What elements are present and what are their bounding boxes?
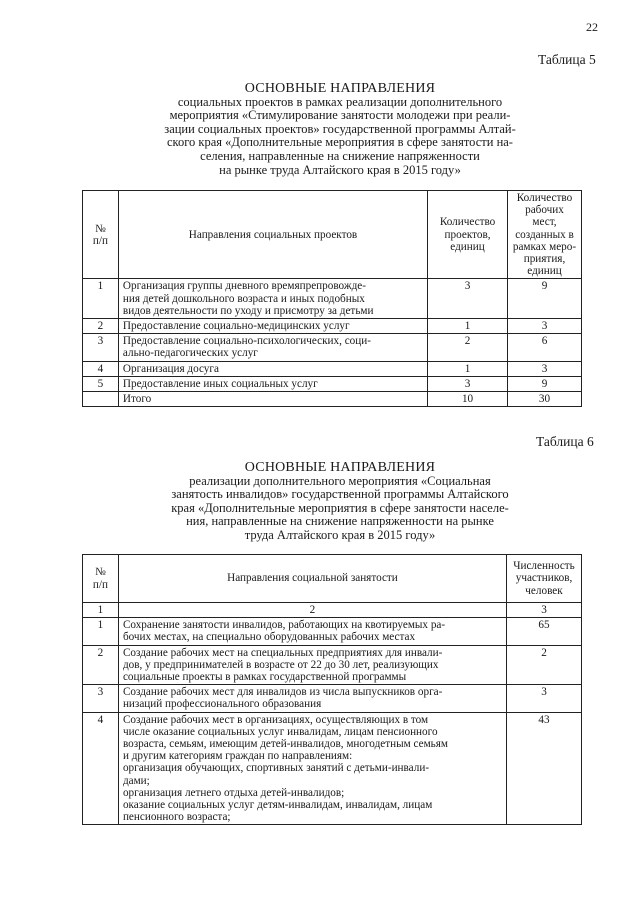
table5-caption: Таблица 5 bbox=[538, 52, 596, 67]
table6 bbox=[82, 554, 582, 825]
row-text: Организация группы дневного времяпрепровожде- ния детей дошкольного возраста и иных подобных видов деятельности по уходу и присмотру за детьми bbox=[118, 279, 427, 319]
table6-subtitle-line: реализации дополнительного мероприятия «Социальная bbox=[189, 473, 491, 488]
row-projects: 2 bbox=[428, 334, 508, 361]
table-row bbox=[83, 645, 582, 685]
row-participants: 2 bbox=[507, 645, 582, 685]
row-projects: 10 bbox=[428, 392, 508, 407]
table6-subtitle-line: занятость инвалидов» государственной программы Алтайского bbox=[171, 487, 509, 502]
table6-index-row bbox=[83, 603, 582, 618]
row-text: Организация досуга bbox=[118, 361, 427, 376]
row-text: Создание рабочих мест для инвалидов из числа выпускников орга- низаций профессионального образования bbox=[118, 685, 506, 712]
table-row bbox=[83, 319, 582, 334]
table6-heading bbox=[90, 461, 590, 543]
table6-title: ОСНОВНЫЕ НАПРАВЛЕНИЯ bbox=[244, 460, 436, 475]
table5-header-jobs: Количество рабочих мест, созданных в рамках меро- приятия, единиц bbox=[508, 191, 582, 279]
row-jobs: 3 bbox=[508, 361, 582, 376]
row-num: 1 bbox=[83, 618, 119, 645]
table6-subtitle-line: труда Алтайского края в 2015 году» bbox=[244, 527, 436, 542]
table6-subtitle-line: ния, направленные на снижение напряженности на рынке bbox=[186, 514, 494, 529]
table-row-total bbox=[83, 392, 582, 407]
table5-header-num: № п/п bbox=[83, 191, 119, 279]
table-row bbox=[83, 334, 582, 361]
table6-header-participants: Численность участников, человек bbox=[507, 555, 582, 603]
table5-subtitle-line: социальных проектов в рамках реализации дополнительного bbox=[177, 94, 503, 109]
row-num: 3 bbox=[83, 685, 119, 712]
row-text: Предоставление иных социальных услуг bbox=[118, 376, 427, 391]
row-text: Создание рабочих мест в организациях, осуществляющих в том числе оказание социальных услуг инвалидам, лицам пенсионного возраста, семьям, имеющим детей-инвалидов, многодетным семьям и другим категориям граждан по направлениям: организация обучающих, спортивных занятий с детьми-инвали- дами; организация летнего отдыха детей-инвалидов; оказание социальных услуг детям-инвалидам, инвалидам, лицам пенсионного возраста; bbox=[118, 712, 506, 825]
table6-header-row bbox=[83, 555, 582, 603]
table6-subtitle-line: края «Дополнительные мероприятия в сфере занятости населе- bbox=[171, 500, 509, 515]
row-jobs: 30 bbox=[508, 392, 582, 407]
table-row bbox=[83, 685, 582, 712]
row-num: 2 bbox=[83, 319, 119, 334]
index-cell: 2 bbox=[118, 603, 506, 618]
table5-subtitle-line: ского края «Дополнительные мероприятия в сфере занятости на- bbox=[167, 135, 513, 150]
row-projects: 3 bbox=[428, 279, 508, 319]
row-text: Предоставление социально-психологических, соци- ально-педагогических услуг bbox=[118, 334, 427, 361]
row-num: 4 bbox=[83, 361, 119, 376]
index-cell: 1 bbox=[83, 603, 119, 618]
row-jobs: 3 bbox=[508, 319, 582, 334]
table5-header-row bbox=[83, 191, 582, 279]
table6-header-direction: Направления социальной занятости bbox=[118, 555, 506, 603]
row-num: 1 bbox=[83, 279, 119, 319]
row-text: Создание рабочих мест на специальных предприятиях для инвали- дов, у предпринимателей в возрасте от 22 до 30 лет, реализующих социальные проекты в рамках государственной программы bbox=[118, 645, 506, 685]
row-num: 4 bbox=[83, 712, 119, 825]
table5 bbox=[82, 190, 582, 407]
row-jobs: 9 bbox=[508, 279, 582, 319]
index-cell: 3 bbox=[507, 603, 582, 618]
row-jobs: 6 bbox=[508, 334, 582, 361]
row-projects: 1 bbox=[428, 361, 508, 376]
table-row bbox=[83, 712, 582, 825]
table6-header-num: № п/п bbox=[83, 555, 119, 603]
row-projects: 1 bbox=[428, 319, 508, 334]
row-num: 2 bbox=[83, 645, 119, 685]
row-participants: 43 bbox=[507, 712, 582, 825]
row-participants: 65 bbox=[507, 618, 582, 645]
page-number: 22 bbox=[586, 20, 598, 34]
row-text: Сохранение занятости инвалидов, работающих на квотируемых ра- бочих местах, на специально оборудованных рабочих местах bbox=[118, 618, 506, 645]
table-row bbox=[83, 618, 582, 645]
table5-header-projects: Количество проектов, единиц bbox=[428, 191, 508, 279]
row-num bbox=[83, 392, 119, 407]
row-text: Предоставление социально-медицинских услуг bbox=[118, 319, 427, 334]
table6-caption: Таблица 6 bbox=[536, 434, 594, 449]
table5-subtitle-line: зации социальных проектов» государственной программы Алтай- bbox=[164, 121, 516, 136]
table5-title: ОСНОВНЫЕ НАПРАВЛЕНИЯ bbox=[244, 81, 436, 96]
table5-header-direction: Направления социальных проектов bbox=[118, 191, 427, 279]
table-row bbox=[83, 376, 582, 391]
row-num: 3 bbox=[83, 334, 119, 361]
row-participants: 3 bbox=[507, 685, 582, 712]
table5-subtitle-line: мероприятия «Стимулирование занятости молодежи при реали- bbox=[169, 108, 511, 123]
row-num: 5 bbox=[83, 376, 119, 391]
table5-subtitle-line: селения, направленные на снижение напряженности bbox=[200, 148, 480, 163]
table5-heading bbox=[90, 82, 590, 177]
table5-subtitle-line: на рынке труда Алтайского края в 2015 году» bbox=[219, 162, 461, 177]
table-row bbox=[83, 361, 582, 376]
table-row bbox=[83, 279, 582, 319]
row-jobs: 9 bbox=[508, 376, 582, 391]
row-projects: 3 bbox=[428, 376, 508, 391]
row-text: Итого bbox=[118, 392, 427, 407]
